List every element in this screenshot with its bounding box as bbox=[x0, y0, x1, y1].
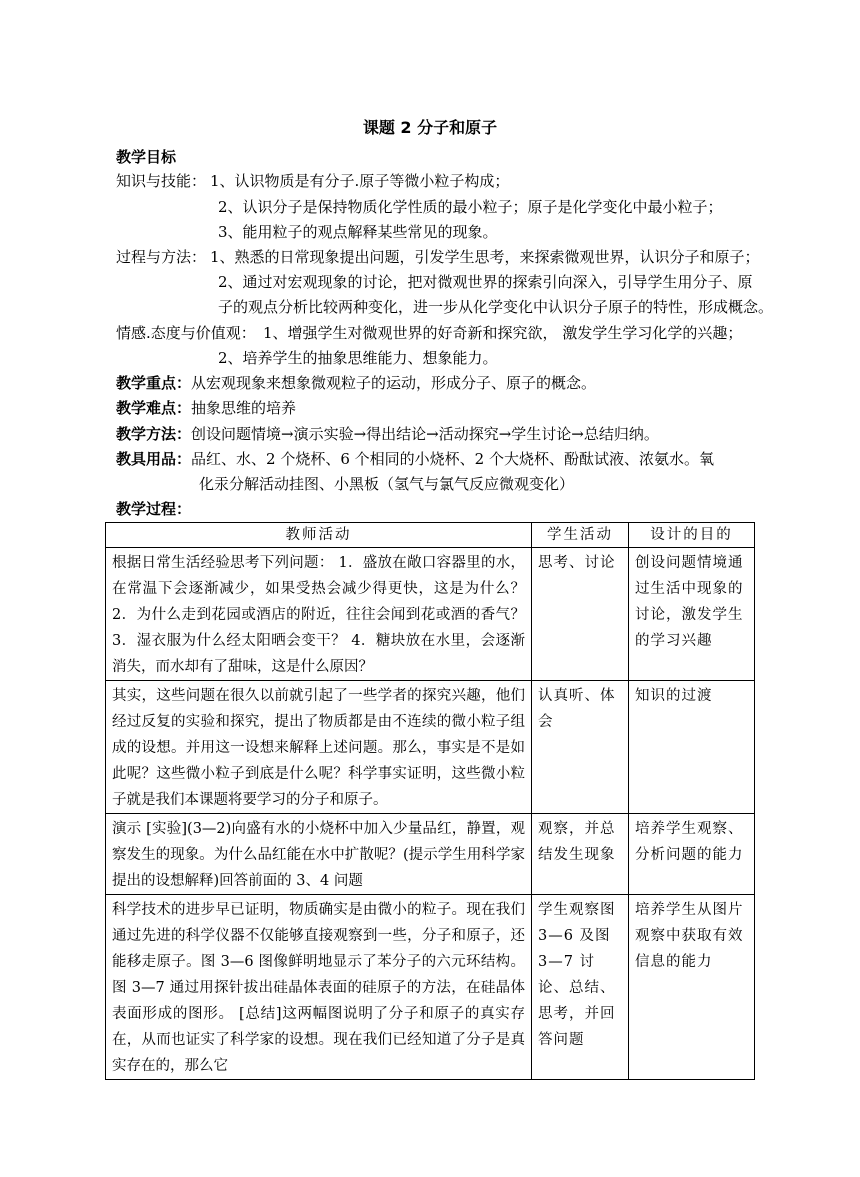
design-purpose-cell: 培养学生观察、分析问题的能力 bbox=[629, 814, 755, 895]
table-row bbox=[106, 681, 755, 814]
header-teacher-activity: 教师活动 bbox=[106, 523, 532, 548]
emotion-label: 情感.态度与价值观： bbox=[116, 324, 256, 342]
knowledge-label: 知识与技能： bbox=[116, 172, 207, 190]
teacher-activity-cell: 其实，这些问题在很久以前就引起了一些学者的探究兴趣，他们经过反复的实验和探究，提出了物质都是由不连续的微小粒子组成的设想。并用这一设想来解释上述问题。那么，事实是不是如此呢？这些微小粒子到底是什么呢？科学事实证明，这些微小粒子就是我们本课题将要学习的分子和原子。 bbox=[106, 681, 532, 814]
student-activity-cell: 思考、讨论 bbox=[532, 548, 629, 681]
difficulty-text: 抽象思维的培养 bbox=[191, 399, 297, 417]
key-point bbox=[116, 372, 596, 394]
table-row bbox=[106, 814, 755, 895]
student-activity-cell: 观察，并总结发生现象 bbox=[532, 814, 629, 895]
student-activity-cell: 认真听、体会 bbox=[532, 681, 629, 814]
teacher-activity-cell: 演示 [实验](3—2)向盛有水的小烧杯中加入少量品红，静置，观察发生的现象。为什么品红能在水中扩散呢？(提示学生用科学家提出的设想解释)回答前面的 3、4 问题 bbox=[106, 814, 532, 895]
key-point-text: 从宏观现象来想象微观粒子的运动，形成分子、原子的概念。 bbox=[191, 374, 597, 392]
goals-heading: 教学目标 bbox=[116, 148, 177, 166]
tools-label: 教具用品： bbox=[116, 450, 192, 468]
teacher-activity-cell: 根据日常生活经验思考下列问题： 1．盛放在敞口容器里的水，在常温下会逐渐减少，如果受热会减少得更快，这是为什么？ 2．为什么走到花园或酒店的附近，往往会闻到花或酒的香气？ 3．湿衣服为什么经太阳晒会变干？ 4．糖块放在水里，会逐渐消失，而水却有了甜味，这是什么原因？ bbox=[106, 548, 532, 681]
header-design-purpose: 设计的目的 bbox=[629, 523, 755, 548]
tools bbox=[116, 448, 714, 470]
header-student-activity: 学生活动 bbox=[532, 523, 629, 548]
student-activity-cell: 学生观察图 3—6 及图 3—7 讨论、总结、思考，并回答问题 bbox=[532, 895, 629, 1080]
table-row bbox=[106, 548, 755, 681]
process-method-label: 过程与方法： bbox=[116, 248, 207, 266]
teaching-process-table bbox=[105, 522, 755, 1080]
table-row bbox=[106, 895, 755, 1080]
tools-text-line1: 品红、水、2 个烧杯、6 个相同的小烧杯、2 个大烧杯、酚酞试液、浓氨水。氧 bbox=[191, 450, 714, 468]
teaching-method bbox=[116, 423, 659, 445]
knowledge-item: 2、认识分子是保持物质化学性质的最小粒子；原子是化学变化中最小粒子； bbox=[218, 198, 723, 216]
teacher-activity-cell: 科学技术的进步早已证明，物质确实是由微小的粒子。现在我们通过先进的科学仪器不仅能够直接观察到一些，分子和原子，还能移走原子。图 3—6 图像鲜明地显示了苯分子的六元环结构。图 3—7 通过用探针拔出硅晶体表面的硅原子的方法，在硅晶体表面形成的图形。 [总结]这两幅图说明了分子和原子的真实存在，从而也证实了科学家的设想。现在我们已经知道了分子是真实存在的，那么它 bbox=[106, 895, 532, 1080]
knowledge-item: 3、能用粒子的观点解释某些常见的现象。 bbox=[218, 223, 498, 241]
tools-text-line2: 化汞分解活动挂图、小黑板（氢气与氯气反应微观变化） bbox=[199, 475, 575, 493]
process-heading: 教学过程： bbox=[116, 500, 192, 518]
emotion-item: 1、增强学生对微观世界的好奇新和探究欲， 激发学生学习化学的兴趣； bbox=[263, 324, 743, 342]
design-purpose-cell: 知识的过渡 bbox=[629, 681, 755, 814]
method-label: 教学方法： bbox=[116, 425, 192, 443]
emotion-item: 2、培养学生的抽象思维能力、想象能力。 bbox=[218, 349, 498, 367]
process-method-item: 2、通过对宏观现象的讨论，把对微观世界的探索引向深入，引导学生用分子、原 bbox=[218, 273, 753, 291]
page-title: 课题 2 分子和原子 bbox=[362, 118, 498, 137]
process-method-item: 1、熟悉的日常现象提出问题，引发学生思考，来探索微观世界，认识分子和原子； bbox=[210, 248, 760, 266]
method-text: 创设问题情境→演示实验→得出结论→活动探究→学生讨论→总结归纳。 bbox=[191, 425, 659, 443]
design-purpose-cell: 培养学生从图片观察中获取有效信息的能力 bbox=[629, 895, 755, 1080]
design-purpose-cell: 创设问题情境通过生活中现象的讨论，激发学生的学习兴趣 bbox=[629, 548, 755, 681]
table-header-row bbox=[106, 523, 755, 548]
knowledge-item: 1、认识物质是有分子.原子等微小粒子构成； bbox=[210, 172, 510, 190]
difficulty bbox=[116, 397, 296, 419]
key-point-label: 教学重点： bbox=[116, 374, 192, 392]
process-method-item: 子的观点分析比较两种变化，进一步从化学变化中认识分子原子的特性，形成概念。 bbox=[218, 298, 774, 316]
difficulty-label: 教学难点： bbox=[116, 399, 192, 417]
